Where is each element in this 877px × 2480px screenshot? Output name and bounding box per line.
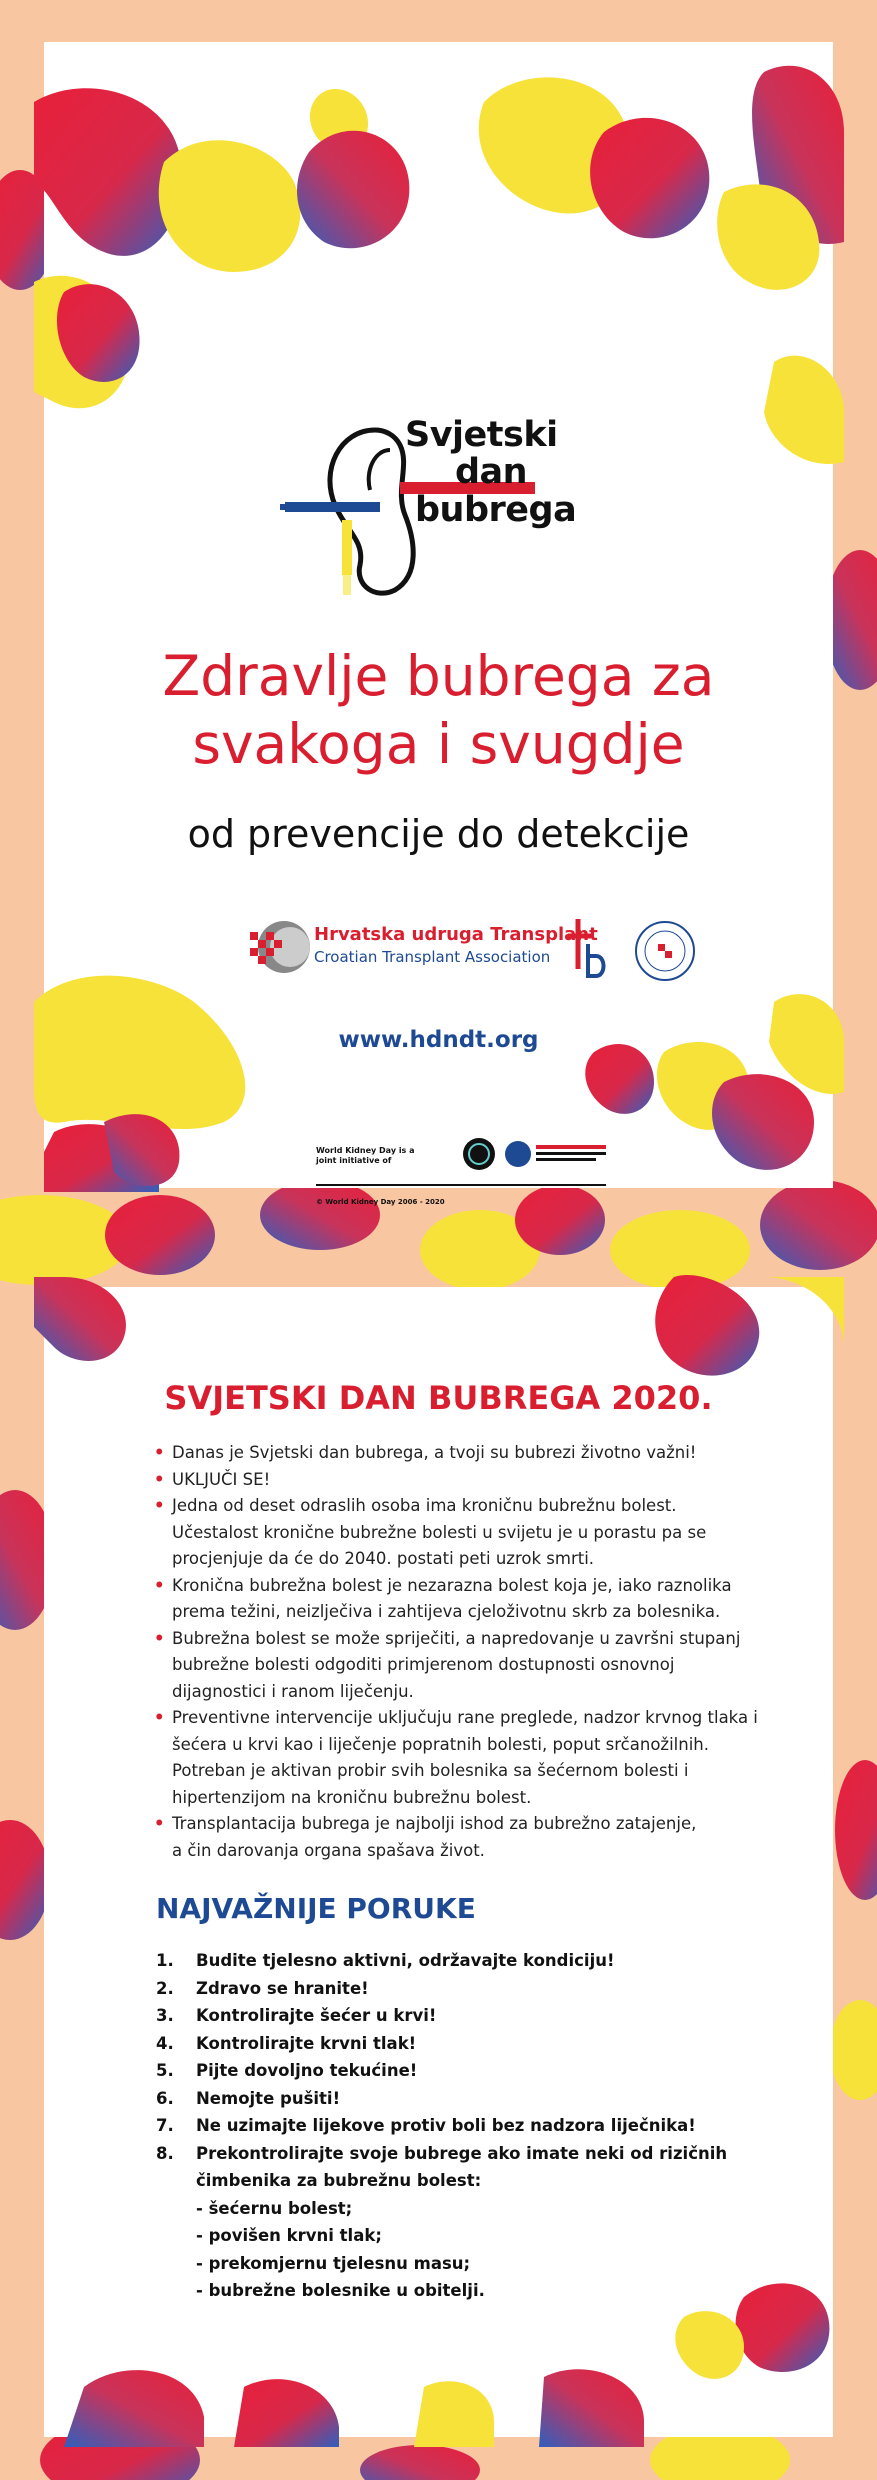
message-item: 7. Ne uzimajte lijekove protiv boli bez nadzora liječnika! xyxy=(156,2116,696,2135)
list-item: • UKLJUČI SE! xyxy=(154,1467,794,1494)
wkd-credits xyxy=(316,1088,616,1208)
subheadline: od prevencije do detekcije xyxy=(187,812,690,856)
partner-name-en: Croatian Transplant Association xyxy=(314,948,551,966)
ifkf-logo-icon xyxy=(504,1140,614,1168)
wkd-initiative-text: World Kidney Day is a joint initiative of xyxy=(316,1146,415,1165)
message-item: 6. Nemojte pušiti! xyxy=(156,2088,341,2108)
partner-name: Hrvatska udruga Transplant xyxy=(314,924,598,945)
list-item: • Jedna od deset odraslih osoba ima kroničnu bubrežnu bolest. Učestalost kronične bubrežne bolesti u svijetu je u porastu pa se procjenjuje da će do 2040. postati peti uzrok smrti. xyxy=(154,1493,794,1573)
headline xyxy=(44,642,833,778)
transplant-association-logo-icon xyxy=(566,914,606,984)
logo-word-1: Svjetski xyxy=(405,415,558,455)
list-item: • Bubrežna bolest se može spriječiti, a napredovanje u završni stupanj bubrežne bolesti odgoditi primjerenom dostupnosti osnovnoj dijagnostici i ranom liječenju. xyxy=(154,1626,794,1706)
list-item: • Transplantacija bubrega je najbolji ishod za bubrežno zatajenje, a čin darovanja organa spašava život. xyxy=(154,1811,794,1864)
key-messages-list xyxy=(156,1947,796,2305)
list-item: • Danas je Svjetski dan bubrega, a tvoji su bubrezi životno važni! xyxy=(154,1440,794,1467)
messages-title: NAJVAŽNIJE PORUKE xyxy=(156,1892,476,1925)
message-item: 2. Zdravo se hranite! xyxy=(156,1978,369,1998)
list-item: • Kronična bubrežna bolest je nezarazna bolest koja je, iako raznolika prema težini, neizlječiva i zahtijeva cjeloživotnu skrb za bolesnika. xyxy=(154,1573,794,1626)
message-item: 1. Budite tjelesno aktivni, održavajte kondiciju! xyxy=(156,1951,615,1970)
headline-line-2: svakoga i svugdje xyxy=(192,712,685,776)
logo-word-2: dan xyxy=(455,452,528,492)
message-item: 3. Kontrolirajte šećer u krvi! xyxy=(156,2006,437,2025)
message-item: 8. Prekontrolirajte svoje bubrege ako imate neki od rizičnih čimbenika za bubrežnu bolest: - šećernu bolest; - povišen krvni tlak; - prekomjernu tjelesnu masu; - bubrežne bolesnike u obitelji. xyxy=(156,2143,728,2300)
logo-word-3: bubrega xyxy=(415,490,577,530)
message-item: 4. Kontrolirajte krvni tlak! xyxy=(156,2033,417,2053)
wkd-divider xyxy=(316,1184,606,1186)
croatian-society-seal-icon xyxy=(634,920,696,982)
poster-bottom xyxy=(44,1287,833,2437)
partner-logos xyxy=(194,902,694,1032)
website-link[interactable]: www.hdndt.org xyxy=(338,1027,539,1053)
message-item: 5. Pijte dovoljno tekućine! xyxy=(156,2061,418,2080)
poster-top xyxy=(44,42,833,1206)
isn-logo-icon xyxy=(461,1136,497,1172)
facts-list xyxy=(154,1440,794,1864)
list-item: • Preventivne intervencije uključuju rane preglede, nadzor krvnog tlaka i šećera u krvi kao i liječenje popratnih bolesti, poput srčanožilnih. Potreban je aktivan probir svih bolesnika sa šećernom bolesti i hipertenzijom na kroničnu bubrežnu bolest. xyxy=(154,1705,794,1811)
hdndt-logo-icon xyxy=(244,912,314,982)
world-kidney-day-logo xyxy=(280,390,680,620)
wkd-copyright: © World Kidney Day 2006 - 2020 xyxy=(316,1198,445,1206)
section-title: SVJETSKI DAN BUBREGA 2020. xyxy=(164,1379,713,1417)
headline-line-1: Zdravlje bubrega za xyxy=(162,644,715,708)
